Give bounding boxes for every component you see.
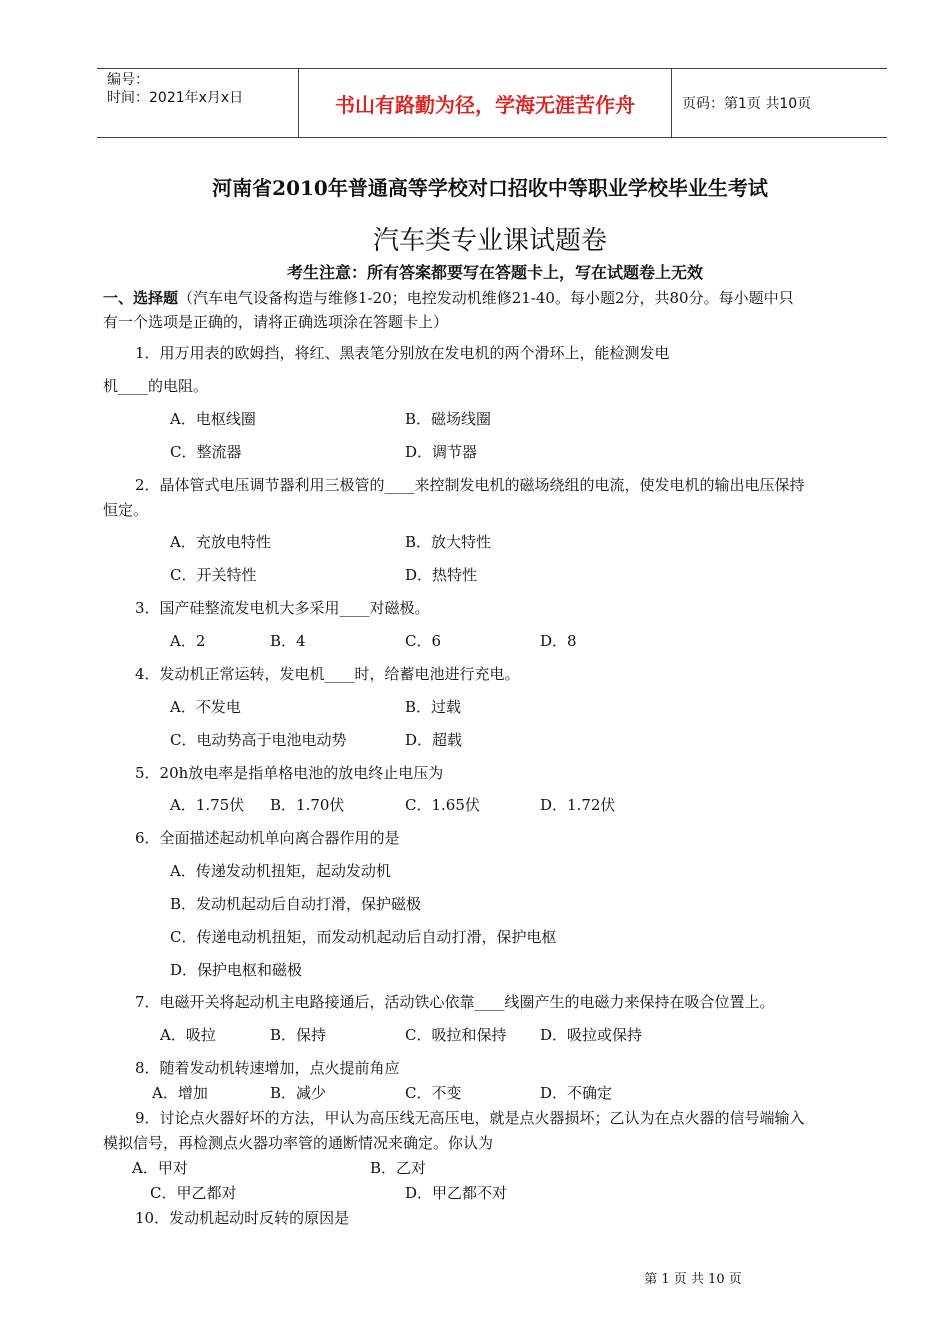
option: B．乙对 — [370, 1159, 427, 1177]
option: C．电动势高于电池电动势 — [170, 731, 347, 749]
option: A．2 — [170, 632, 206, 650]
option: A．吸拉 — [160, 1026, 216, 1044]
question-text: 6．全面描述起动机单向离合器作用的是 — [135, 829, 400, 847]
question-text: 2．晶体管式电压调节器利用三极管的____来控制发电机的磁场绕组的电流，使发电机的输出电压保持 — [135, 476, 805, 494]
question-text: 8．随着发动机转速增加，点火提前角应 — [135, 1059, 400, 1077]
exam-title: 河南省2010年普通高等学校对口招收中等职业学校毕业生考试 — [212, 176, 768, 200]
option: A．充放电特性 — [170, 533, 271, 551]
question-text: 3．国产硅整流发电机大多采用____对磁极。 — [135, 599, 430, 617]
section-heading: 一、选择题 — [103, 289, 179, 307]
option: D．1.72伏 — [540, 796, 616, 814]
option: A．传递发动机扭矩，起动发动机 — [170, 862, 391, 880]
option: C．6 — [405, 632, 442, 650]
option: D．超载 — [405, 731, 463, 749]
option: A．甲对 — [132, 1159, 188, 1177]
option: C．整流器 — [170, 443, 242, 461]
option: C．1.65伏 — [405, 796, 480, 814]
option: D．热特性 — [405, 566, 478, 584]
time-label: 时间：2021年x月x日 — [107, 90, 244, 106]
exam-notice: 考生注意：所有答案都要写在答题卡上，写在试题卷上无效 — [286, 263, 703, 282]
exam-subtitle: 汽车类专业课试题卷 — [372, 226, 607, 256]
question-text: 10．发动机起动时反转的原因是 — [135, 1209, 350, 1227]
section-desc-1: （汽车电气设备构造与维修1-20；电控发动机维修21-40。每小题2分，共80分。每小题中只 — [178, 289, 794, 307]
option: B．放大特性 — [405, 533, 492, 551]
option: A．1.75伏 — [170, 796, 245, 814]
header-table — [97, 68, 887, 138]
header-info-cell — [97, 69, 299, 137]
question-text: 机____的电阻。 — [103, 377, 209, 395]
option: D．甲乙都不对 — [405, 1184, 508, 1202]
option: B．4 — [270, 632, 306, 650]
question-text: 7．电磁开关将起动机主电路接通后，活动铁心依靠____线圈产生的电磁力来保持在吸合位置上。 — [135, 993, 775, 1011]
option: D．保护电枢和磁极 — [170, 961, 303, 979]
option: D．8 — [540, 632, 577, 650]
option: B．保持 — [270, 1026, 327, 1044]
option: C．吸拉和保持 — [405, 1026, 507, 1044]
option: C．不变 — [405, 1084, 462, 1102]
option: B．过载 — [405, 698, 462, 716]
option: D．调节器 — [405, 443, 478, 461]
option: C．传递电动机扭矩，而发动机起动后自动打滑，保护电枢 — [170, 928, 557, 946]
question-text: 模拟信号，再检测点火器功率管的通断情况来确定。你认为 — [103, 1134, 494, 1152]
option: C．甲乙都对 — [150, 1184, 237, 1202]
page-info: 页码：第1页 共10页 — [682, 96, 812, 112]
option: D．吸拉或保持 — [540, 1026, 643, 1044]
question-text: 1．用万用表的欧姆挡，将红、黑表笔分别放在发电机的两个滑环上，能检测发电 — [135, 344, 670, 362]
section-desc-2: 有一个选项是正确的，请将正确选项涂在答题卡上） — [103, 313, 449, 331]
section-intro — [103, 286, 893, 334]
option: C．开关特性 — [170, 566, 257, 584]
option: B．磁场线圈 — [405, 410, 492, 428]
id-label: 编号： — [107, 72, 149, 88]
option: A．增加 — [152, 1084, 208, 1102]
motto: 书山有路勤为径，学海无涯苦作舟 — [299, 69, 672, 137]
question-text: 4．发动机正常运转，发电机____时，给蓄电池进行充电。 — [135, 665, 520, 683]
question-text: 5．20h放电率是指单格电池的放电终止电压为 — [135, 764, 444, 782]
option: B．减少 — [270, 1084, 327, 1102]
question-text: 恒定。 — [103, 501, 149, 519]
page-footer: 第 1 页 共 10 页 — [644, 1272, 742, 1287]
option: B．1.70伏 — [270, 796, 345, 814]
option: B．发动机起动后自动打滑，保护磁极 — [170, 895, 422, 913]
question-text: 9．讨论点火器好坏的方法，甲认为高压线无高压电，就是点火器损坏；乙认为在点火器的信号端输入 — [135, 1109, 805, 1127]
option: A．不发电 — [170, 698, 241, 716]
option: D．不确定 — [540, 1084, 613, 1102]
option: A．电枢线圈 — [170, 410, 256, 428]
